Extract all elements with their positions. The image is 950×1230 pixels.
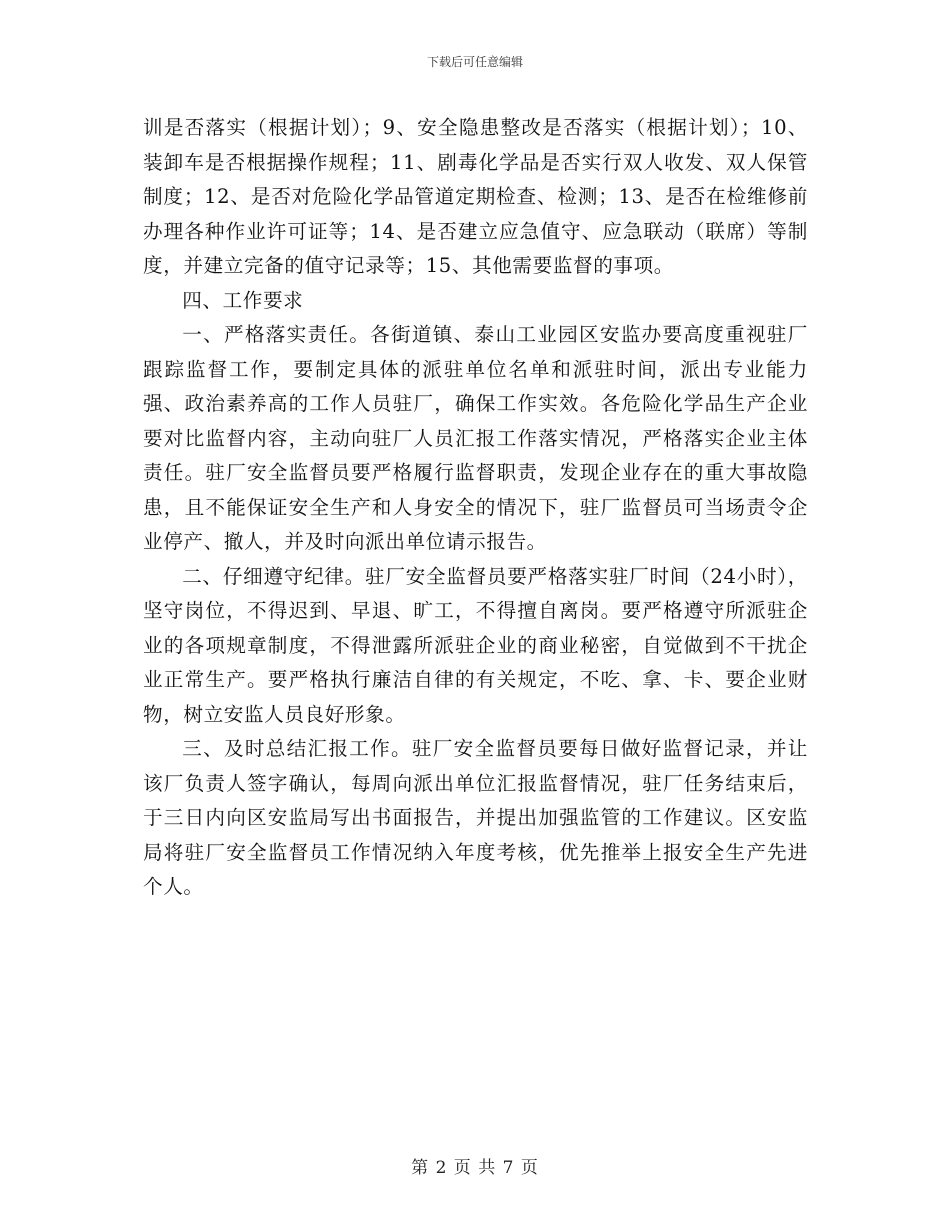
paragraph-continued: 训是否落实（根据计划）；9、安全隐患整改是否落实（根据计划）；10、装卸车是否根据操作规程；11、剧毒化学品是否实行双人收发、双人保管制度；12、是否对危险化学品管道定期检查、检测；13、是否在检维修前办理各种作业许可证等；14、是否建立应急值守、应急联动（联席）等制度，并建立完备的值守记录等；15、其他需要监督的事项。	[143, 116, 808, 277]
page-number-footer: 第 2 页 共 7 页	[411, 1158, 539, 1178]
paragraph-discipline: 二、仔细遵守纪律。驻厂安全监督员要严格落实驻厂时间（24小时），坚守岗位，不得迟到、早退、旷工，不得擅自离岗。要严格遵守所派驻企业的各项规章制度，不得泄露所派驻企业的商业秘密，自觉做到不干扰企业正常生产。要严格执行廉洁自律的有关规定，不吃、拿、卡、要企业财物，树立安监人员良好形象。	[143, 564, 808, 726]
document-body	[143, 111, 808, 905]
paragraph-reporting: 三、及时总结汇报工作。驻厂安全监督员要每日做好监督记录，并让该厂负责人签字确认，每周向派出单位汇报监督情况，驻厂任务结束后，于三日内向区安监局写出书面报告，并提出加强监管的工作建议。区安监局将驻厂安全监督员工作情况纳入年度考核，优先推举上报安全生产先进个人。	[143, 737, 808, 898]
paragraph-responsibility: 一、严格落实责任。各街道镇、泰山工业园区安监办要高度重视驻厂跟踪监督工作，要制定具体的派驻单位名单和派驻时间，派出专业能力强、政治素养高的工作人员驻厂，确保工作实效。各危险化学品生产企业要对比监督内容，主动向驻厂人员汇报工作落实情况，严格落实企业主体责任。驻厂安全监督员要严格履行监督职责，发现企业存在的重大事故隐患，且不能保证安全生产和人身安全的情况下，驻厂监督员可当场责令企业停产、撤人，并及时向派出单位请示报告。	[143, 323, 808, 553]
page-header: 下载后可任意编辑	[426, 55, 523, 69]
section-heading-work-requirements: 四、工作要求	[182, 288, 304, 312]
